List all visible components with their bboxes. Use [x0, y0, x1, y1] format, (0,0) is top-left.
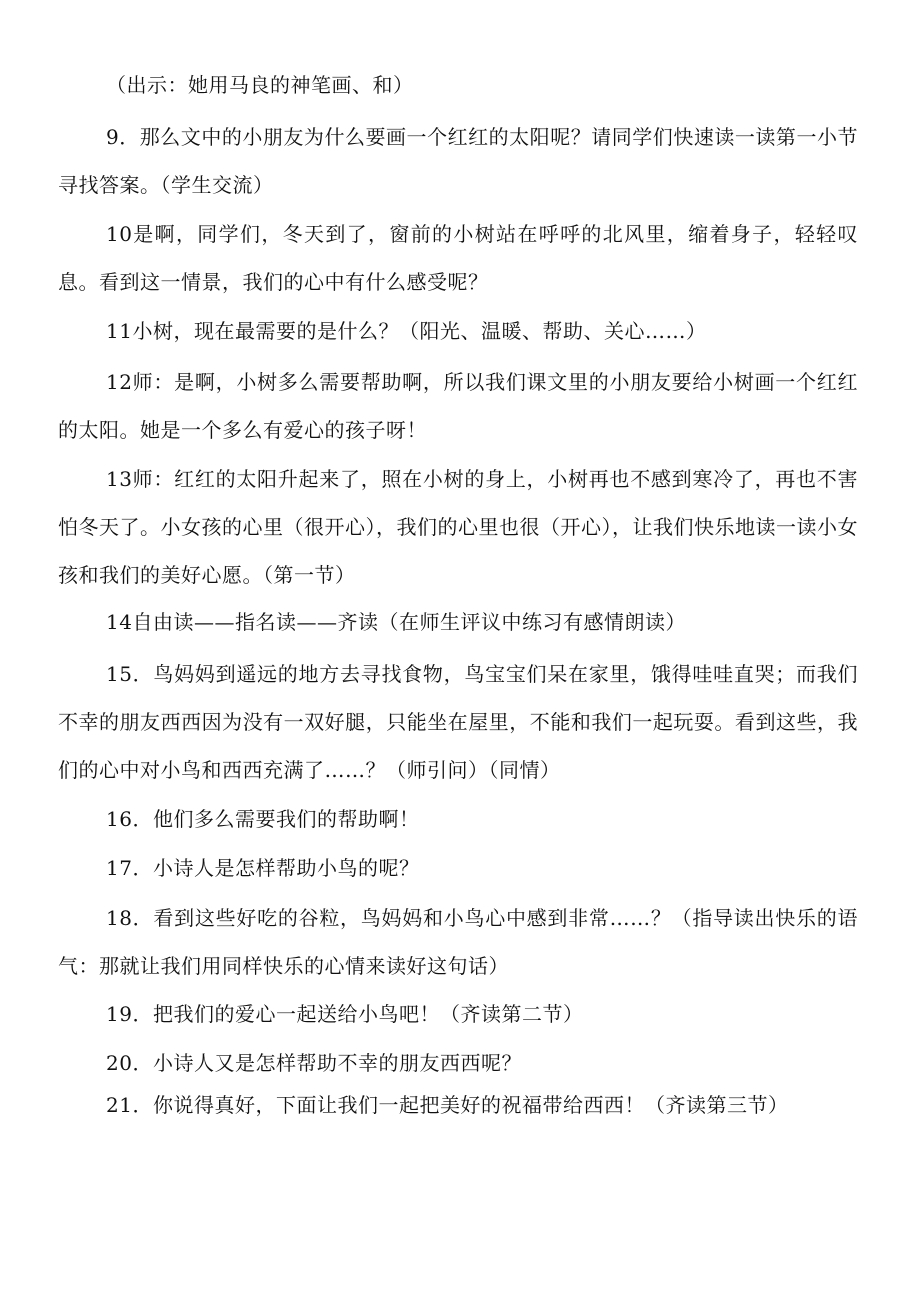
- paragraph-9: 9．那么文中的小朋友为什么要画一个红红的太阳呢？请同学们快速读一读第一小节寻找答案。（学生交流）: [58, 125, 858, 197]
- paragraph-14: 14自由读——指名读——齐读（在师生评议中练习有感情朗读）: [106, 610, 686, 634]
- paragraph-21: 21．你说得真好，下面让我们一起把美好的祝福带给西西！（齐读第三节）: [106, 1093, 789, 1117]
- paragraph-18: 18．看到这些好吃的谷粒，鸟妈妈和小鸟心中感到非常……？（指导读出快乐的语气：那就让我们用同样快乐的心情来读好这句话）: [58, 906, 858, 978]
- paragraph-16: 16．他们多么需要我们的帮助啊！: [106, 807, 420, 831]
- paragraph-15: 15．鸟妈妈到遥远的地方去寻找食物，鸟宝宝们呆在家里，饿得哇哇直哭；而我们不幸的朋友西西因为没有一双好腿，只能坐在屋里，不能和我们一起玩耍。看到这些，我们的心中对小鸟和西西充满了……？（师引问）（同情）: [58, 662, 858, 782]
- paragraph-19: 19．把我们的爱心一起送给小鸟吧！（齐读第二节）: [106, 1002, 584, 1026]
- paragraph-10: 10是啊，同学们，冬天到了，窗前的小树站在呼呼的北风里，缩着身子，轻轻叹息。看到这一情景，我们的心中有什么感受呢？: [58, 222, 858, 294]
- paragraph-11: 11小树，现在最需要的是什么？（阳光、温暖、帮助、关心……）: [106, 319, 707, 343]
- paragraph-13: 13师：红红的太阳升起来了，照在小树的身上，小树再也不感到寒冷了，再也不害怕冬天了。小女孩的心里（很开心），我们的心里也很（开心），让我们快乐地读一读小女孩和我们的美好心愿。（第一节）: [58, 467, 858, 587]
- paragraph-20: 20．小诗人又是怎样帮助不幸的朋友西西呢？: [106, 1051, 522, 1075]
- paragraph-12: 12师：是啊，小树多么需要帮助啊，所以我们课文里的小朋友要给小树画一个红红的太阳。她是一个多么有爱心的孩子呀！: [58, 370, 858, 442]
- paragraph-17: 17．小诗人是怎样帮助小鸟的呢？: [106, 856, 420, 880]
- paragraph-intro-display: （出示：她用马良的神笔画、和）: [106, 73, 414, 97]
